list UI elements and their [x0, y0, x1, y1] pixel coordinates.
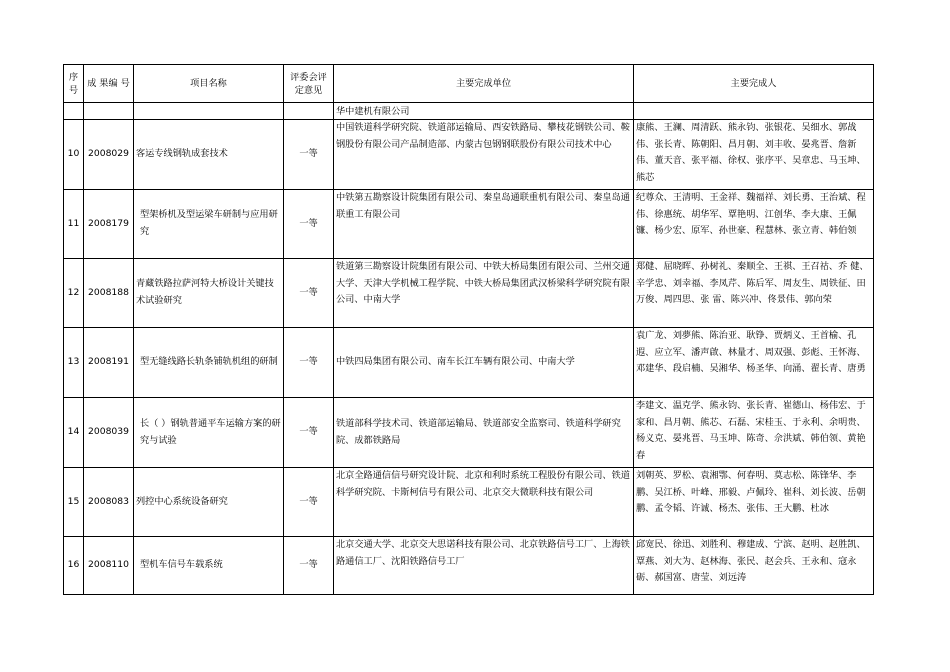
- cell-units: 北京全路通信信号研究设计院、北京和利时系统工程股份有限公司、铁道科学研究院、卡斯柯信号有限公司、北京交大微联科技有限公司: [334, 468, 634, 537]
- cell-people: 李建文、温克学、熊永钧、张长青、崔德山、杨伟宏、于家和、昌月朝、熊芯、石磊、宋桂玉、于永利、余明贵、杨义克、晏兆晋、马玉坤、陈奇、佘洪斌、韩伯领、黄艳春: [634, 398, 874, 468]
- cell-people: 刘朝英、罗松、袁湘鄂、何春明、莫志松、陈锋华、李鹏、吴江桥、叶峰、邢毅、卢佩玲、崔科、刘长波、岳朝鹏、孟令韬、许诚、杨杰、张伟、王大鹏、杜冰: [634, 468, 874, 537]
- cell-seq: 15: [64, 468, 84, 537]
- cell-name: 客运专线钢轨成套技术: [134, 120, 284, 190]
- cell-opinion: [284, 103, 334, 120]
- header-opinion: 评委会评定意见: [284, 65, 334, 103]
- cell-units: 铁道第三勘察设计院集团有限公司、中铁大桥局集团有限公司、兰州交通大学、天津大学机械工程学院、中铁大桥局集团武汉桥梁科学研究院有限公司、中南大学: [334, 259, 634, 328]
- cell-code: 2008029: [84, 120, 134, 190]
- cell-people: 康熊、王澜、周清跃、熊永钧、张银花、吴细水、郭战伟、张长青、陈朝阳、昌月朝、刘丰收、晏兆晋、詹新伟、董天音、张平福、徐权、张序平、吴章忠、马玉坤、熊芯: [634, 120, 874, 190]
- cell-code: 2008188: [84, 259, 134, 328]
- cell-seq: 16: [64, 537, 84, 595]
- cell-name: 型机车信号车载系统: [134, 537, 284, 595]
- header-code: 成 果编 号: [84, 65, 134, 103]
- cell-code: [84, 103, 134, 120]
- cell-units: 中国铁道科学研究院、铁道部运输局、西安铁路局、攀枝花钢铁公司、鞍钢股份有限公司产品制造部、内蒙古包钢钢联股份有限公司技术中心: [334, 120, 634, 190]
- cell-units: 铁道部科学技术司、铁道部运输局、铁道部安全监察司、铁道科学研究院、成都铁路局: [334, 398, 634, 468]
- table-row: [64, 190, 874, 259]
- cell-opinion: 一等: [284, 398, 334, 468]
- cell-name: 青藏铁路拉萨河特大桥设计关键技术试验研究: [134, 259, 284, 328]
- table-row: [64, 398, 874, 468]
- cell-seq: 13: [64, 328, 84, 398]
- cell-code: 2008083: [84, 468, 134, 537]
- table-row: [64, 468, 874, 537]
- cell-code: 2008179: [84, 190, 134, 259]
- header-units: 主要完成单位: [334, 65, 634, 103]
- achievement-table: [63, 64, 874, 595]
- cell-opinion: 一等: [284, 328, 334, 398]
- cell-people: 纪尊众、王清明、王金祥、魏福祥、刘长勇、王治斌、程 伟、徐惠统、胡华军、覃艳明、江创华、李大康、王佩镰、杨少宏、原军、孙世豪、程慧林、张立青、韩伯领: [634, 190, 874, 259]
- header-row: [64, 65, 874, 103]
- header-people: 主要完成人: [634, 65, 874, 103]
- cell-code: 2008191: [84, 328, 134, 398]
- cell-name: 型无缝线路长轨条铺轨机组的研制: [134, 328, 284, 398]
- cell-name: 型架桥机及型运梁车研制与应用研究: [134, 190, 284, 259]
- cell-seq: [64, 103, 84, 120]
- cell-people: 邱宽民、徐迅、刘胜利、穆建成、宁滨、赵明、赵胜凯、覃燕、刘大为、赵林海、张民、赵会兵、王永和、寇永砺、郝国富、唐莹、刘远涛: [634, 537, 874, 595]
- cell-units: 北京交通大学、北京交大思诺科技有限公司、北京铁路信号工厂、上海铁路通信工厂、沈阳铁路信号工厂: [334, 537, 634, 595]
- cell-people: 郑健、屈晓晖、孙树礼、秦顺全、王祺、王召祜、乔 健、辛学忠、刘幸福、李凤芹、陈后军、周友生、周铁征、田万俊、周四思、张 雷、陈兴冲、佟景伟、郭向荣: [634, 259, 874, 328]
- cell-seq: 12: [64, 259, 84, 328]
- cell-code: 2008110: [84, 537, 134, 595]
- cell-name: 列控中心系统设备研究: [134, 468, 284, 537]
- cell-people: [634, 103, 874, 120]
- cell-people: 袁广龙、刘夢熊、陈治亚、耿铮、贾炳义、王首榆、孔 遐、应立军、潘声啟、林量才、周双强、彭彪、王怀海、邓建华、段启楠、吴湘华、杨圣华、向涌、翟长青、唐勇: [634, 328, 874, 398]
- cell-code: 2008039: [84, 398, 134, 468]
- cell-seq: 11: [64, 190, 84, 259]
- continuation-row: [64, 103, 874, 120]
- cell-units: 中铁四局集团有限公司、南车长江车辆有限公司、中南大学: [334, 328, 634, 398]
- cell-units: 中铁第五勘察设计院集团有限公司、秦皇岛通联重机有限公司、秦皇岛通联重工有限公司: [334, 190, 634, 259]
- table-row: [64, 259, 874, 328]
- header-name: 项目名称: [134, 65, 284, 103]
- cell-opinion: 一等: [284, 190, 334, 259]
- table-row: [64, 328, 874, 398]
- cell-seq: 14: [64, 398, 84, 468]
- cell-opinion: 一等: [284, 468, 334, 537]
- cell-seq: 10: [64, 120, 84, 190]
- table-row: [64, 120, 874, 190]
- cell-opinion: 一等: [284, 259, 334, 328]
- table-row: [64, 537, 874, 595]
- header-seq: 序号: [64, 65, 84, 103]
- cell-units: 华中建机有限公司: [334, 103, 634, 120]
- cell-opinion: 一等: [284, 537, 334, 595]
- cell-name: 长（ ）钢轨普通平车运输方案的研究与试验: [134, 398, 284, 468]
- cell-opinion: 一等: [284, 120, 334, 190]
- cell-name: [134, 103, 284, 120]
